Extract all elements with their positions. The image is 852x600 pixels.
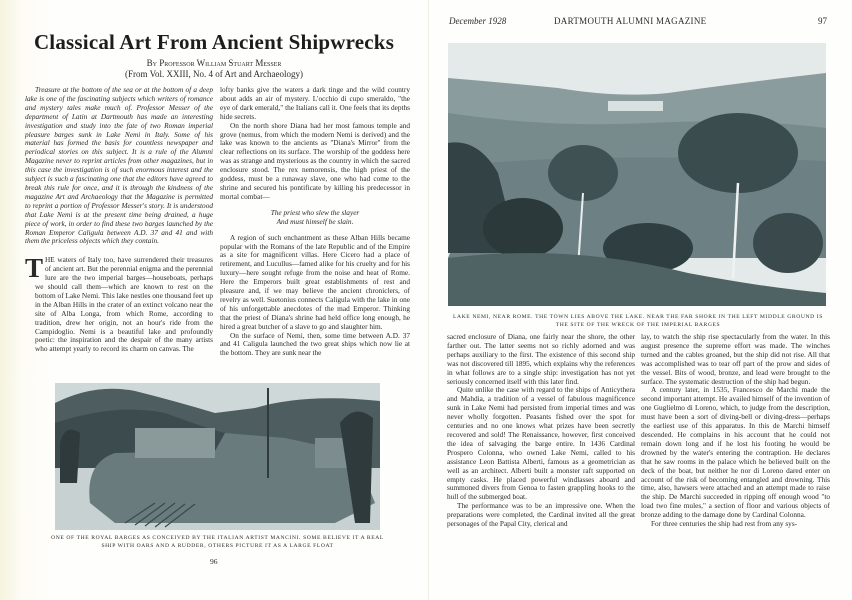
lake-figure-caption: LAKE NEMI, NEAR ROME. THE TOWN LIES ABOVE THE LAKE. NEAR THE FAR SHORE IN THE LEFT MIDDLE GROUND IS THE SITE OF THE WRECK OF THE IMPERIAL BARGES [453,314,823,328]
magazine-title: DARTMOUTH ALUMNI MAGAZINE [554,16,707,26]
issue-date: December 1928 [449,16,507,26]
paragraph: A century later, in 1535, Francesco de Marchi made the second important attempt. He availed himself of the invention of one Guglielmo di Loreno, which, to judge from the description, must have been a sort of diving-bell or diving-dress—perhaps the earliest use of this apparatus. In this de Marchi himself descended. He complains in his account that he could not remain down long and if he lost his footing he would be drowned by the water's entering the contraption. He declares that he saw rooms in the palace which he believed built on the deck of the boat, but neither he nor di Loreno dared enter on account of the risk of becoming entangled and drowning. This time, also, hawsers were attached and an attempt made to raise the ship. De Marchi succeeded in ripping off enough wood "to load two fine mules," a section of floor and various objects of bronze adding to the damage done by Cardinal Colonna. [641,385,830,520]
paragraph: A region of such enchantment as these Alban Hills became popular with the Romans of the late Republic and of the Empire as a site for magnificent villas. Here Cicero had a place of retirement, and Lucullus—famed alike for his cruelty and for his luxury—here sought refuge from the noise and heat of Rome. Here the Emperors built great establishments of rest and pleasure and, if we may believe the ancient chroniclers, of revelry as well. Suetonius connects Caligula with the lake in one of his unforgettable anecdotes of the mad Emperor. Thinking that the priest of Diana's shrine had held office long enough, he hired a great butcher of a slave to go and slaughter him. [220,232,410,331]
article-title: Classical Art From Ancient Shipwrecks [33,30,395,54]
paragraph: For three centuries the ship had rest from any sys- [651,519,798,529]
source-line: (From Vol. XXIII, No. 4 of Art and Archaeology) [125,69,303,79]
lake-nemi-photograph [448,43,826,306]
paragraph: On the surface of Nemi, then, some time between A.D. 37 and 41 Caligula launched the two great ships which now lie at the bottom. They are sunk near the [220,330,410,358]
verse-line: And must himself be slain. [276,216,354,226]
left-column-2 [220,86,410,358]
left-column-1 [25,86,213,354]
paragraph: sacred enclosure of Diana, one fairly near the shore, the other farther out. The latter seems not so richly adorned and was perhaps auxiliary to the first. The existence of this second ship was not discovered till 1895, which explains why the references in what follows are to a single ship: investigation has not yet seriously concerned itself with this later find. [447,332,635,386]
editor-intro: Treasure at the bottom of the sea or at the bottom of a deep lake is one of the fascinating subjects which writers of romance and mystery tales make much of. Professor Messer of the department of Latin at Dartmouth has made an interesting investigation and study into the fate of two Roman imperial pleasure barges sunk in Lake Nemi in Italy. Some of his material has formed the basis for countless newspaper and periodical stories on this subject. It is a rule of the Alumni Magazine never to reprint articles from other magazines, but in this case the investigation is of such enormous interest and the subject is such a fascinating one that the editors have agreed to break this rule for once, and it is through the kindness of the magazine Art and Archaeology that the Magazine is permitted to reprint a portion of Professor Messer's story. It is understood that Lake Nemi is at the present time being drained, a huge piece of work, in order to find these two barges launched by the Roman Emperor Caligula between A.D. 37 and 41 and with them the priceless objects which they contain. [25,85,213,246]
verse-quote [220,209,410,227]
byline [0,58,428,80]
drop-cap: T [25,253,44,284]
paragraph: lay, to watch the ship rise spectacularly from the water. In this august presence the supreme effort was made. The winches turned and the cables groaned, but the ship did not rise. All that was accomplished was to tear off part of the prow and sides of the vessel. Bits of wood, bronze, and lead were brought to the surface. The systematic destruction of the ship had begun. [641,332,830,386]
right-page-97 [428,0,852,600]
page-number: 96 [210,557,218,566]
opening-paragraph [25,253,213,354]
paragraph: lofty banks give the waters a dark tinge and the wild country about adds an air of mystery. L'occhio di cupo smeraldo, "the eye of dark emerald," the Italians call it. One feels that its depths hide secrets. [220,85,410,121]
royal-barge-illustration [55,383,380,530]
paragraph: On the north shore Diana had her most famous temple and grove (nemus, from which the modern Nemi is derived) and the lake was known to the ancients as "Diana's Mirror" from the clear reflections on its surface. The worship of the goddess here was as strange and mysterious as the country in which the sacred enclosure stood. The rex nemorensis, the high priest of the goddess, must be a runaway slave, one who had come to the shrine and secured his pontificate by killing his predecessor in mortal combat— [220,120,410,201]
right-column-1 [447,333,635,529]
paragraph: Quite unlike the case with regard to the ships of Anticythera and Mahdia, a tradition of a vessel of fabulous magnificence sunk in Lake Nemi had persisted from imperial times and was never wholly forgotten. Peasants fished over the spot for centuries and no one knows what prizes have been secretly recovered and sold! The Renaissance, however, first conceived the idea of salvaging the barge entire. In 1436 Cardinal Prospero Colonna, who owned Lake Nemi, called to his assistance Leon Battista Alberti, famous as a geometrician as well as an architect. Alberti built a monster raft supported on empty casks. He placed powerful windlasses aboard and summoned divers from Genoa to fasten grappling hooks to the hull of the submerged boat. [447,385,635,502]
barge-engraving-image [55,383,380,530]
page-number: 97 [818,16,827,26]
lake-nemi-photo-image [448,43,826,306]
opening-paragraph-text: HE waters of Italy too, have surrendered their treasures of ancient art. But the perennial enigma and the perennial lure are the two imperial barges—houseboats, perhaps we should call them—which are known to rest on the bottom of Lake Nemi. This lake nestles one thousand feet up in the Alban Hills in the crater of an extinct volcano near the site of Alba Longa, from which Rome, according to tradition, drew her origin, not an hour's ride from the Campidoglio. Nemi is a beautiful lake and profoundly poetic: the inspiration and the despair of the many artists who attempt yearly to record its charm on canvas. The [35,255,213,354]
verse-line: The priest who slew the slayer [270,207,360,217]
paragraph: The performance was to be an impressive one. When the preparations were completed, the Cardinal invited all the great personages of the Papal City, clerical and [447,501,635,529]
right-column-2 [641,333,830,529]
barge-figure-caption: ONE OF THE ROYAL BARGES AS CONCEIVED BY THE ITALIAN ARTIST MANCINI. SOME BELIEVE IT A REAL SHIP WITH OARS AND A RUDDER, OTHERS PICTURE IT AS A LARGE FLOAT [51,535,384,549]
author-line: By Professor William Stuart Messer [146,58,282,68]
